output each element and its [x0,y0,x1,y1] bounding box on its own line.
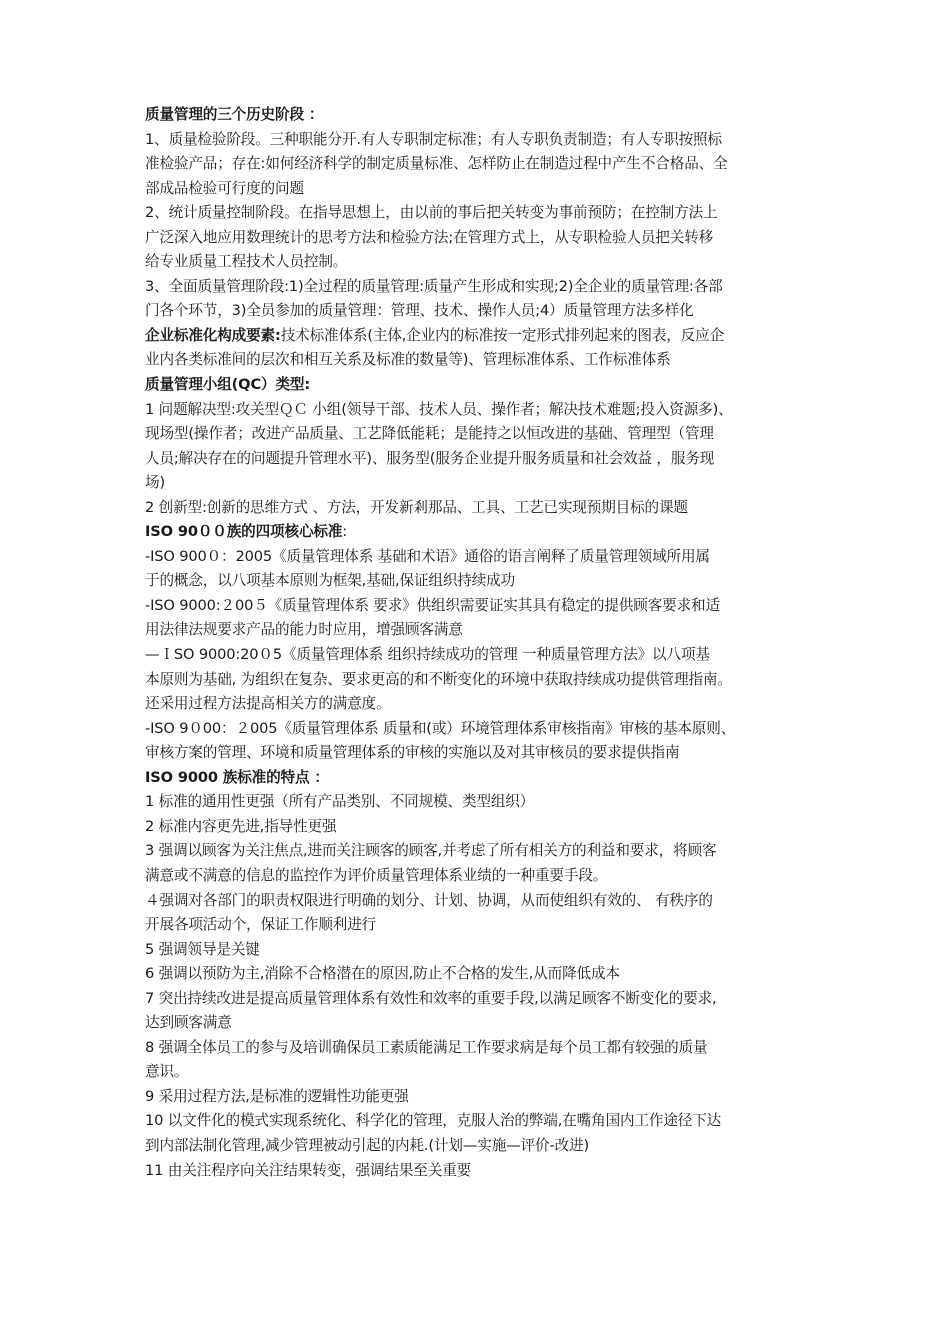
text-line [145,618,810,643]
text-line [145,348,810,373]
line-text: 准检验产品；存在:如何经济科学的制定质量标准、怎样防止在制造过程中产生不合格品、全 [145,155,728,173]
text-line [145,962,810,987]
text-line [145,496,810,521]
text-line [145,839,810,864]
text-line [145,938,810,963]
text-line [145,569,810,594]
bold-heading: 企业标准化构成要素: [145,326,281,344]
text-line [145,447,810,472]
line-text: 2 标准内容更先进,指导性更强 [145,817,337,835]
line-text: 广泛深入地应用数理统计的思考方法和检验方法;在管理方式上，从专职检验人员把关转移 [145,228,714,246]
line-text: 2 创新型:创新的思维方式 、方法，开发新剎那品、工具、工艺已实现预期目标的课题 [145,498,688,516]
text-line [145,594,810,619]
line-text: : [342,523,348,541]
text-line [145,987,810,1012]
text-line [145,1060,810,1085]
text-line [145,1011,810,1036]
text-line [145,177,810,202]
text-line [145,373,810,398]
text-line [145,741,810,766]
text-line [145,1159,810,1184]
text-line [145,815,810,840]
line-text: 于的概念，以八项基本原则为框架,基础,保证组织持续成功 [145,572,516,590]
bold-heading: ISO 90００族的四项核心标准 [145,523,343,541]
text-line [145,864,810,889]
line-text: 现场型(操作者；改进产品质量、工艺降低能耗；是能持之以恒改进的基础、管理型（管理 [145,425,714,443]
text-line [145,545,810,570]
line-text: 3、全面质量管理阶段:1)全过程的质量管理:质量产生形成和实现;2)全企业的质量管理:各部 [145,277,723,295]
line-text: 给专业质量工程技术人员控制。 [145,253,348,271]
line-text: 开展各项活动个，保证工作顺利进行 [145,916,377,934]
line-text: 1、质量检验阶段。三种职能分开.有人专职制定标准；有人专职负责制造；有人专职按照标 [145,130,722,148]
bold-heading: ISO 9000 族标准的特点 ： [145,768,329,786]
text-line [145,643,810,668]
text-line [145,201,810,226]
line-text: 部成品检验可行度的问题 [145,179,304,197]
line-text: 意识。 [145,1063,189,1081]
line-text: 业内各类标准间的层次和相互关系及标准的数量等)、管理标准体系、工作标准体系 [145,351,671,369]
text-line [145,717,810,742]
line-text: 用法律法规要求产品的能力时应用，增强顾客满意 [145,621,463,639]
text-line [145,766,810,791]
line-text: 人员;解决存在的问题提升管理水平)、服务型(服务企业提升服务质量和社会效益 ，服务现 [145,449,715,467]
text-line [145,520,810,545]
text-line [145,1085,810,1110]
text-line [145,1036,810,1061]
line-text: 5 强调领导是关键 [145,940,260,958]
bold-heading: 质量管理小组(QC）类型: [145,376,311,394]
line-text: 门各个环节，3)全员参加的质量管理：管理、技术、操作人员;4）质量管理方法多样化 [145,302,694,320]
text-line [145,1134,810,1159]
text-line [145,275,810,300]
text-line [145,128,810,153]
line-text: 到内部法制化管理,减少管理被动引起的内耗.(计划—实施—评价-改进) [145,1136,590,1154]
text-line [145,226,810,251]
text-line [145,913,810,938]
line-text: 3 强调以顾客为关注焦点,进而关注顾客的顾客,并考虑了所有相关方的利益和要求，将顾客 [145,842,717,860]
text-line [145,471,810,496]
text-line [145,692,810,717]
line-text: -ISO 9000:２00５《质量管理体系 要求》供组织需要证实其具有稳定的提供顾客要求和适 [145,596,720,614]
line-text: 技术标准体系(主体,企业内的标准按一定形式排列起来的图表，反应企 [280,326,725,344]
line-text: 1 标准的通用性更强（所有产品类别、不同规模、类型组织） [145,793,535,811]
line-text: -ISO 900０：2005《质量管理体系 基础和术语》通俗的语言阐释了质量管理领域所用属 [145,547,710,565]
line-text: 11 由关注程序向关注结果转变，强调结果至关重要 [145,1161,472,1179]
text-line [145,299,810,324]
document-body [145,103,810,1183]
text-line [145,152,810,177]
line-text: 7 突出持续改进是提高质量管理体系有效性和效率的重要手段,以满足顾客不断变化的要求, [145,989,717,1007]
line-text: 10 以文件化的模式实现系统化、科学化的管理，克服人治的弊端,在嘴角国内工作途径下达 [145,1112,722,1130]
text-line [145,668,810,693]
line-text: 9 采用过程方法,是标准的逻辑性功能更强 [145,1087,409,1105]
text-line [145,889,810,914]
line-text: 本原则为基础, 为组织在复杂、要求更高的和不断变化的环境中获取持续成功提供管理指南。 [145,670,732,688]
text-line [145,1109,810,1134]
bold-heading: 质量管理的三个历史阶段 ： [145,106,324,123]
text-line [145,324,810,349]
line-text: 2、统计质量控制阶段。在指导思想上，由以前的事后把关转变为事前预防；在控制方法上 [145,204,718,222]
line-text: 满意或不满意的信息的监控作为评价质量管理体系业绩的一种重要手段。 [145,866,608,884]
line-text: 1 问题解决型:攻关型ＱＣ 小组(领导干部、技术人员、操作者；解决技术难题;投入资源多)、 [145,400,733,418]
text-line [145,250,810,275]
text-line [145,422,810,447]
text-line [145,103,810,128]
line-text: 还采用过程方法提高相关方的满意度。 [145,695,391,713]
line-text: ４强调对各部门的职责权限进行明确的划分、计划、协调，从而使组织有效的、 有秩序的 [145,891,713,909]
line-text: —ＩSO 9000:20０5《质量管理体系 组织持续成功的管理 一种质量管理方法》以八项基 [145,646,710,664]
text-line [145,790,810,815]
line-text: 审核方案的管理、环境和质量管理体系的审核的实施以及对其审核员的要求提供指南 [145,744,680,762]
text-line [145,398,810,423]
line-text: 8 强调全体员工的参与及培训确保员工素质能满足工作要求病是每个员工都有较强的质量 [145,1038,708,1056]
line-text: 场) [145,474,165,492]
line-text: 6 强调以预防为主,消除不合格潜在的原因,防止不合格的发生,从而降低成本 [145,965,620,983]
line-text: 达到顾客满意 [145,1014,232,1032]
line-text: -ISO 9０00：２005《质量管理体系 质量和(或）环境管理体系审核指南》审核的基本原则、 [145,719,736,737]
